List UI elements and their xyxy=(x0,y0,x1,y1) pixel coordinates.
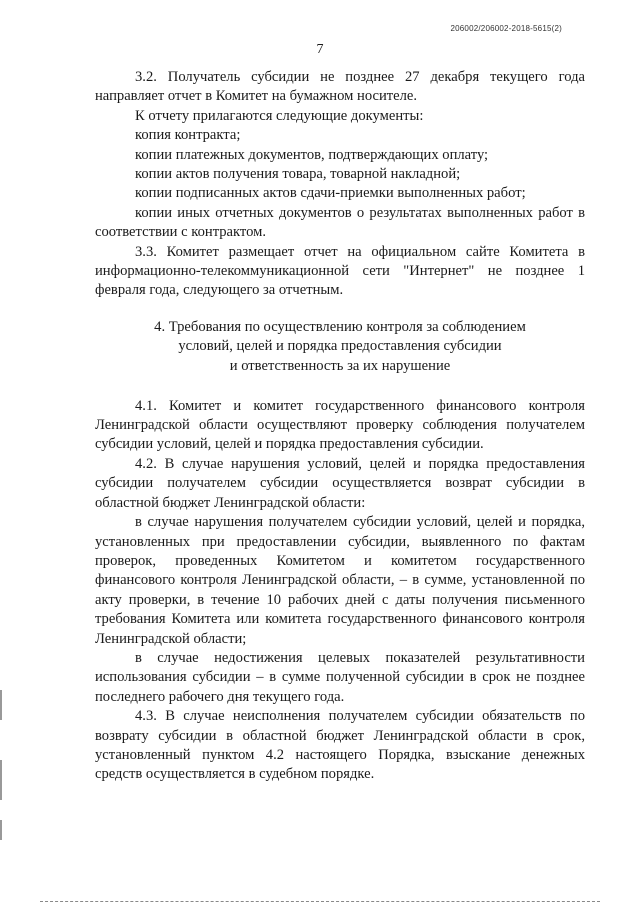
paragraph-4-2-a: в случае нарушения получателем субсидии условий, целей и порядка, установленных при предоставлении субсидии, выявленного по фактам проверок, проведенных Комитетом и комитетом государственного финансового контроля Ленинградской области, – в сумме, установленной по акту проверки, в течение 10 рабочих дней с даты получения письменного требования Комитета или комитета государственного финансового контроля Ленинградской области; xyxy=(95,514,585,647)
heading-line: условий, целей и порядка предоставления субсидии xyxy=(178,338,502,355)
paragraph-4-1: 4.1. Комитет и комитет государственного финансового контроля Ленинградской области осуществляют проверку соблюдения получателем субсидии условий, целей и порядка предоставления субсидии. xyxy=(95,397,585,453)
scan-edge-mark xyxy=(0,690,2,720)
paragraph-4-3: 4.3. В случае неисполнения получателем субсидии обязательств по возврату субсидии в областной бюджет Ленинградской области в срок, установленный пунктом 4.2 настоящего Порядка, взыскание денежных средств осуществляется в судебном порядке. xyxy=(95,708,585,783)
list-item: копии актов получения товара, товарной накладной; xyxy=(135,166,461,183)
paragraph-4-2-b: в случае недостижения целевых показателей результативности использования субсидии – в сумме полученной субсидии в срок не позднее последнего рабочего дня текущего года. xyxy=(95,649,585,705)
paragraph-3-3: 3.3. Комитет размещает отчет на официальном сайте Комитета в информационно-телекоммуникационной сети "Интернет" не позднее 1 февраля года, следующего за отчетным. xyxy=(95,243,585,299)
document-id: 206002/206002-2018-5615(2) xyxy=(450,24,562,33)
heading-line: 4. Требования по осуществлению контроля за соблюдением xyxy=(154,318,526,335)
attachments-intro: К отчету прилагаются следующие документы: xyxy=(135,107,424,124)
list-item: копия контракта; xyxy=(135,127,241,144)
list-item: копии подписанных актов сдачи-приемки выполненных работ; xyxy=(135,185,526,202)
paragraph-3-2: 3.2. Получатель субсидии не позднее 27 декабря текущего года направляет отчет в Комитет на бумажном носителе. xyxy=(95,69,585,105)
list-item: копии иных отчетных документов о результатах выполненных работ в соответствии с контрактом. xyxy=(95,204,585,241)
scan-edge-mark xyxy=(0,760,2,800)
heading-line: и ответственность за их нарушение xyxy=(229,358,451,375)
scan-edge-mark xyxy=(0,820,2,840)
list-item: копии платежных документов, подтверждающих оплату; xyxy=(135,146,489,163)
paragraph-4-2: 4.2. В случае нарушения условий, целей и порядка предоставления субсидии получателем субсидии осуществляется возврат субсидии в областной бюджет Ленинградской области: xyxy=(95,455,585,511)
scan-bottom-edge xyxy=(40,901,600,903)
document-body xyxy=(95,68,585,785)
section-4-heading xyxy=(95,318,585,377)
page-number: 7 xyxy=(316,42,324,57)
